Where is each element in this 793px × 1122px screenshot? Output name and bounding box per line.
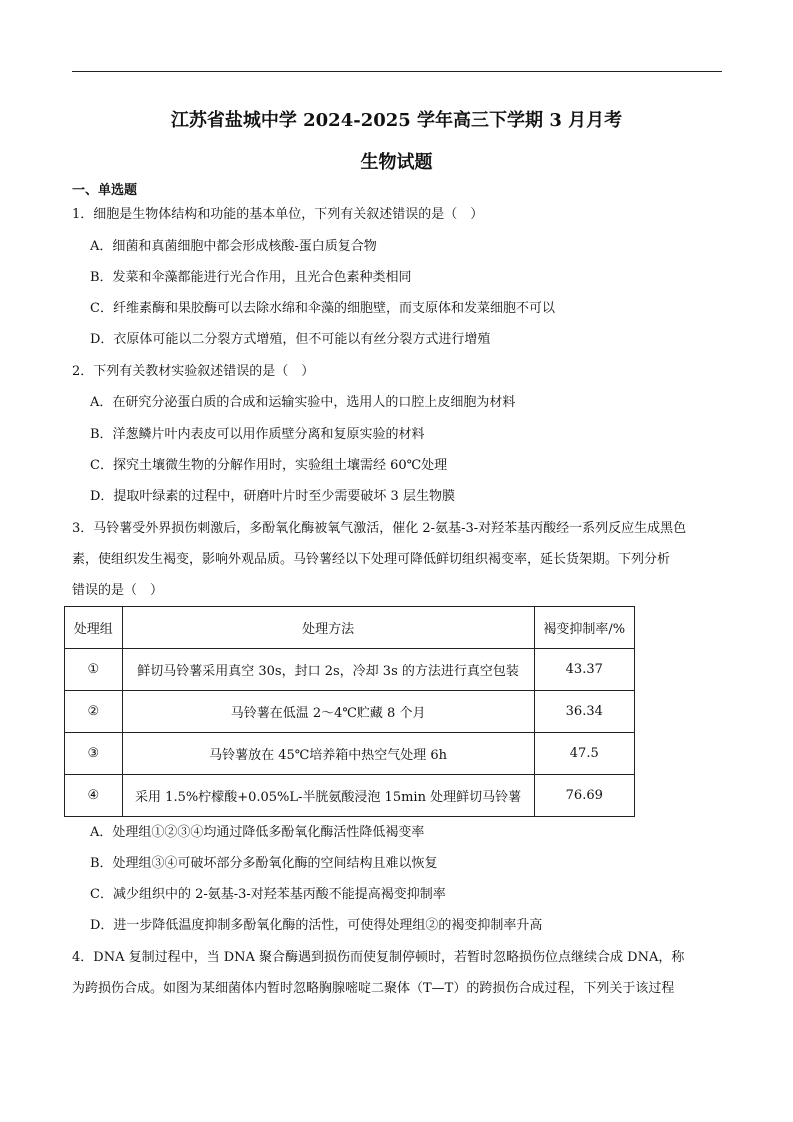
exam-subtitle: 生物试题: [360, 152, 433, 173]
table-cell: 采用 1.5%柠檬酸+0.05%L-半胱氨酸浸泡 15min 处理鲜切马铃薯: [122, 775, 534, 817]
table-cell: ②: [65, 691, 123, 733]
table-row: [65, 733, 635, 775]
table-header-row: [65, 607, 635, 649]
table-cell: ③: [65, 733, 123, 775]
question-2-option-c: C．探究土壤微生物的分解作用时，实验组土壤需经 60℃处理: [90, 458, 448, 473]
table-header-cell: 处理组: [65, 607, 123, 649]
question-2-option-a: A．在研究分泌蛋白质的合成和运输实验中，选用人的口腔上皮细胞为材料: [90, 395, 516, 410]
question-3-stem-line-1: 3．马铃薯受外界损伤刺激后，多酚氧化酶被氧气激活，催化 2-氨基-3-对羟苯基丙酸经一系列反应生成黑色: [72, 521, 687, 536]
question-3-option-a: A．处理组①②③④均通过降低多酚氧化酶活性降低褐变率: [90, 825, 425, 840]
question-1-stem: 1．细胞是生物体结构和功能的基本单位，下列有关叙述错误的是（ ）: [72, 207, 484, 222]
table-cell: 43.37: [534, 649, 634, 691]
table-cell: 马铃薯放在 45℃培养箱中热空气处理 6h: [122, 733, 534, 775]
treatment-table: [64, 606, 635, 817]
table-row: [65, 691, 635, 733]
table-header-cell: 处理方法: [122, 607, 534, 649]
question-4-stem-line-1: 4．DNA 复制过程中，当 DNA 聚合酶遇到损伤而使复制停顿时，若暂时忽略损伤位点继续合成 DNA，称: [72, 950, 685, 965]
table-header-cell: 褐变抑制率/%: [534, 607, 634, 649]
question-2-stem: 2．下列有关教材实验叙述错误的是（ ）: [72, 364, 315, 379]
question-2-option-b: B．洋葱鳞片叶内表皮可以用作质壁分离和复原实验的材料: [90, 427, 425, 442]
question-3-option-c: C．减少组织中的 2-氨基-3-对羟苯基丙酸不能提高褐变抑制率: [90, 887, 446, 902]
question-3-stem-line-2: 素，使组织发生褐变，影响外观品质。马铃薯经以下处理可降低鲜切组织褐变率，延长货架期。下列分析: [72, 552, 671, 567]
question-1-option-a: A．细菌和真菌细胞中都会形成核酸-蛋白质复合物: [90, 239, 377, 254]
question-1-option-d: D．衣原体可能以二分裂方式增殖，但不可能以有丝分裂方式进行增殖: [90, 332, 491, 347]
table-row: [65, 649, 635, 691]
question-3-option-d: D．进一步降低温度抑制多酚氧化酶的活性，可使得处理组②的褐变抑制率升高: [90, 918, 543, 933]
table-cell: 马铃薯在低温 2～4℃贮藏 8 个月: [122, 691, 534, 733]
question-3-stem-line-3: 错误的是（ ）: [72, 583, 164, 598]
table-cell: 36.34: [534, 691, 634, 733]
table-cell: 47.5: [534, 733, 634, 775]
question-2-option-d: D．提取叶绿素的过程中，研磨叶片时至少需要破坏 3 层生物膜: [90, 489, 455, 504]
question-1-option-b: B．发菜和伞藻都能进行光合作用，且光合色素种类相同: [90, 270, 412, 285]
table-cell: 76.69: [534, 775, 634, 817]
top-rule: [72, 71, 722, 72]
exam-title: 江苏省盐城中学 2024-2025 学年高三下学期 3 月月考: [170, 110, 623, 131]
table-cell: 鲜切马铃薯采用真空 30s，封口 2s，冷却 3s 的方法进行真空包装: [122, 649, 534, 691]
section-heading: 一、单选题: [72, 183, 138, 198]
table-row: [65, 775, 635, 817]
table-cell: ①: [65, 649, 123, 691]
table-cell: ④: [65, 775, 123, 817]
question-4-stem-line-2: 为跨损伤合成。如图为某细菌体内暂时忽略胸腺嘧啶二聚体（T—T）的跨损伤合成过程，下列关于该过程: [72, 981, 675, 996]
question-1-option-c: C．纤维素酶和果胶酶可以去除水绵和伞藻的细胞壁，而支原体和发菜细胞不可以: [90, 301, 555, 316]
question-3-option-b: B．处理组③④可破坏部分多酚氧化酶的空间结构且难以恢复: [90, 856, 438, 871]
